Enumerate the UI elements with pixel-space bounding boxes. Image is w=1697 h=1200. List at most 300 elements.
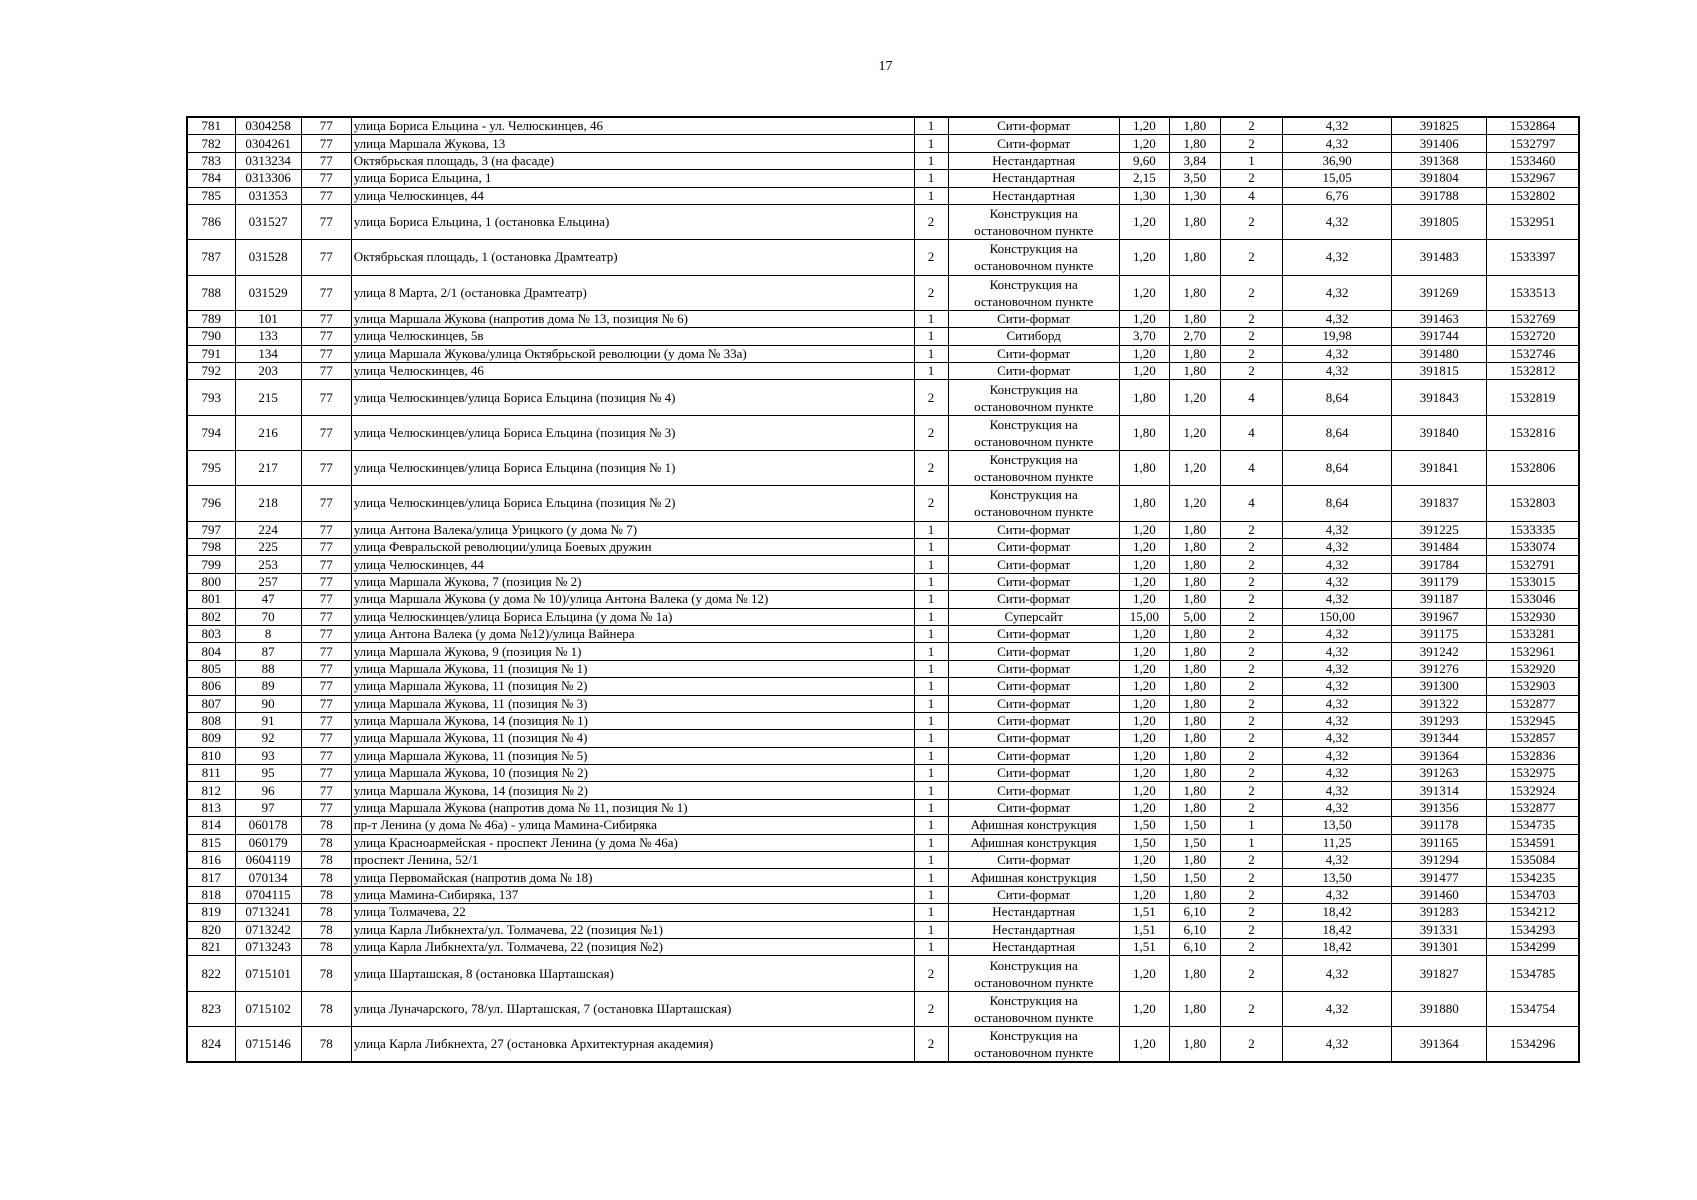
address-cell: улица Февральской революции/улица Боевых дружин	[351, 538, 914, 555]
address-cell: улица Челюскинцев, 46	[351, 363, 914, 380]
faces-count: 4	[1220, 380, 1282, 415]
coord-x-cell: 391840	[1392, 415, 1487, 450]
area-cell: 8,64	[1283, 415, 1392, 450]
structure-id: 133	[235, 328, 301, 345]
area-cell: 4,32	[1283, 573, 1392, 590]
area-cell: 4,32	[1283, 782, 1392, 799]
coord-x-cell: 391843	[1392, 380, 1487, 415]
table-row	[187, 625, 1579, 642]
address-cell: улица Челюскинцев, 44	[351, 556, 914, 573]
structure-id: 253	[235, 556, 301, 573]
structure-id: 101	[235, 310, 301, 327]
address-cell: улица Маршала Жукова, 11 (позиция № 1)	[351, 660, 914, 677]
coord-x-cell: 391178	[1392, 817, 1487, 834]
height-cell: 1,80	[1169, 135, 1220, 152]
zone-code: 78	[301, 852, 351, 869]
address-cell: Октябрьская площадь, 1 (остановка Драмтеатр)	[351, 240, 914, 275]
row-number: 782	[187, 135, 235, 152]
structure-type: Сити-формат	[948, 345, 1119, 362]
width-cell: 1,20	[1119, 660, 1169, 677]
area-cell: 4,32	[1283, 1026, 1392, 1062]
width-cell: 2,15	[1119, 170, 1169, 187]
width-cell: 1,20	[1119, 678, 1169, 695]
coord-y-cell: 1532720	[1487, 328, 1579, 345]
area-cell: 11,25	[1283, 834, 1392, 851]
height-cell: 1,80	[1169, 852, 1220, 869]
height-cell: 1,80	[1169, 240, 1220, 275]
structure-id: 070134	[235, 869, 301, 886]
height-cell: 2,70	[1169, 328, 1220, 345]
sides-count: 1	[914, 135, 948, 152]
coord-x-cell: 391331	[1392, 921, 1487, 938]
coord-y-cell: 1532802	[1487, 187, 1579, 204]
area-cell: 8,64	[1283, 451, 1392, 486]
width-cell: 1,80	[1119, 486, 1169, 521]
structure-type: Сити-формат	[948, 730, 1119, 747]
address-cell: улица Челюскинцев/улица Бориса Ельцина (позиция № 3)	[351, 415, 914, 450]
height-cell: 1,80	[1169, 204, 1220, 239]
address-cell: улица Первомайская (напротив дома № 18)	[351, 869, 914, 886]
table-row	[187, 799, 1579, 816]
structure-type: Конструкция на остановочном пункте	[948, 451, 1119, 486]
width-cell: 1,51	[1119, 921, 1169, 938]
sides-count: 1	[914, 921, 948, 938]
width-cell: 1,50	[1119, 869, 1169, 886]
address-cell: улица Маршала Жукова, 11 (позиция № 3)	[351, 695, 914, 712]
coord-x-cell: 391356	[1392, 799, 1487, 816]
faces-count: 2	[1220, 625, 1282, 642]
table-row	[187, 782, 1579, 799]
sides-count: 1	[914, 625, 948, 642]
sides-count: 1	[914, 328, 948, 345]
structure-id: 0304261	[235, 135, 301, 152]
row-number: 781	[187, 117, 235, 135]
area-cell: 4,32	[1283, 886, 1392, 903]
coord-x-cell: 391322	[1392, 695, 1487, 712]
coord-y-cell: 1532836	[1487, 747, 1579, 764]
sides-count: 1	[914, 310, 948, 327]
faces-count: 4	[1220, 415, 1282, 450]
table-row	[187, 869, 1579, 886]
coord-x-cell: 391837	[1392, 486, 1487, 521]
row-number: 793	[187, 380, 235, 415]
row-number: 817	[187, 869, 235, 886]
width-cell: 1,20	[1119, 991, 1169, 1026]
coord-y-cell: 1532920	[1487, 660, 1579, 677]
row-number: 824	[187, 1026, 235, 1062]
address-cell: улица Антона Валека (у дома №12)/улица Вайнера	[351, 625, 914, 642]
table-row	[187, 886, 1579, 903]
area-cell: 15,05	[1283, 170, 1392, 187]
address-cell: улица Челюскинцев/улица Бориса Ельцина (позиция № 4)	[351, 380, 914, 415]
sides-count: 1	[914, 904, 948, 921]
sides-count: 1	[914, 660, 948, 677]
faces-count: 2	[1220, 573, 1282, 590]
structure-id: 216	[235, 415, 301, 450]
coord-y-cell: 1533460	[1487, 152, 1579, 169]
structure-type: Сити-формат	[948, 886, 1119, 903]
width-cell: 1,30	[1119, 187, 1169, 204]
address-cell: Октябрьская площадь, 3 (на фасаде)	[351, 152, 914, 169]
advertising-structures-table	[186, 116, 1580, 1063]
faces-count: 2	[1220, 328, 1282, 345]
faces-count: 2	[1220, 135, 1282, 152]
table-row	[187, 852, 1579, 869]
structure-id: 134	[235, 345, 301, 362]
coord-x-cell: 391179	[1392, 573, 1487, 590]
zone-code: 77	[301, 608, 351, 625]
area-cell: 19,98	[1283, 328, 1392, 345]
height-cell: 1,80	[1169, 782, 1220, 799]
height-cell: 1,80	[1169, 556, 1220, 573]
width-cell: 1,20	[1119, 695, 1169, 712]
zone-code: 78	[301, 886, 351, 903]
sides-count: 2	[914, 380, 948, 415]
width-cell: 1,20	[1119, 117, 1169, 135]
sides-count: 1	[914, 695, 948, 712]
coord-x-cell: 391825	[1392, 117, 1487, 135]
zone-code: 77	[301, 310, 351, 327]
row-number: 801	[187, 591, 235, 608]
structure-id: 47	[235, 591, 301, 608]
faces-count: 2	[1220, 904, 1282, 921]
height-cell: 1,80	[1169, 591, 1220, 608]
address-cell: улица Маршала Жукова, 11 (позиция № 2)	[351, 678, 914, 695]
sides-count: 1	[914, 869, 948, 886]
sides-count: 1	[914, 712, 948, 729]
height-cell: 3,84	[1169, 152, 1220, 169]
row-number: 821	[187, 938, 235, 955]
zone-code: 77	[301, 117, 351, 135]
structure-id: 060178	[235, 817, 301, 834]
area-cell: 4,32	[1283, 695, 1392, 712]
structure-type: Конструкция на остановочном пункте	[948, 486, 1119, 521]
row-number: 786	[187, 204, 235, 239]
structure-id: 0715101	[235, 956, 301, 991]
structure-type: Сити-формат	[948, 591, 1119, 608]
width-cell: 1,51	[1119, 938, 1169, 955]
table-row	[187, 135, 1579, 152]
zone-code: 78	[301, 817, 351, 834]
faces-count: 2	[1220, 799, 1282, 816]
row-number: 814	[187, 817, 235, 834]
width-cell: 1,20	[1119, 747, 1169, 764]
row-number: 812	[187, 782, 235, 799]
row-number: 810	[187, 747, 235, 764]
width-cell: 1,20	[1119, 730, 1169, 747]
area-cell: 13,50	[1283, 869, 1392, 886]
structure-type: Сити-формат	[948, 556, 1119, 573]
structure-type: Нестандартная	[948, 938, 1119, 955]
area-cell: 4,32	[1283, 310, 1392, 327]
faces-count: 1	[1220, 834, 1282, 851]
structure-type: Сити-формат	[948, 310, 1119, 327]
coord-x-cell: 391364	[1392, 1026, 1487, 1062]
table-row	[187, 187, 1579, 204]
zone-code: 77	[301, 538, 351, 555]
structure-type: Афишная конструкция	[948, 817, 1119, 834]
coord-x-cell: 391301	[1392, 938, 1487, 955]
coord-y-cell: 1532816	[1487, 415, 1579, 450]
width-cell: 1,80	[1119, 380, 1169, 415]
structure-type: Сити-формат	[948, 117, 1119, 135]
faces-count: 1	[1220, 152, 1282, 169]
faces-count: 2	[1220, 695, 1282, 712]
width-cell: 1,20	[1119, 363, 1169, 380]
row-number: 791	[187, 345, 235, 362]
height-cell: 1,80	[1169, 643, 1220, 660]
table-row	[187, 415, 1579, 450]
structure-id: 224	[235, 521, 301, 538]
table-row	[187, 240, 1579, 275]
row-number: 800	[187, 573, 235, 590]
sides-count: 2	[914, 956, 948, 991]
structure-id: 031528	[235, 240, 301, 275]
coord-y-cell: 1532746	[1487, 345, 1579, 362]
address-cell: улица Бориса Ельцина - ул. Челюскинцев, 46	[351, 117, 914, 135]
table-row	[187, 817, 1579, 834]
width-cell: 1,20	[1119, 556, 1169, 573]
coord-x-cell: 391784	[1392, 556, 1487, 573]
height-cell: 6,10	[1169, 938, 1220, 955]
table-row	[187, 310, 1579, 327]
row-number: 804	[187, 643, 235, 660]
width-cell: 1,20	[1119, 591, 1169, 608]
row-number: 805	[187, 660, 235, 677]
table-row	[187, 573, 1579, 590]
height-cell: 1,80	[1169, 310, 1220, 327]
height-cell: 1,50	[1169, 869, 1220, 886]
coord-y-cell: 1532924	[1487, 782, 1579, 799]
faces-count: 4	[1220, 486, 1282, 521]
coord-x-cell: 391263	[1392, 765, 1487, 782]
area-cell: 4,32	[1283, 345, 1392, 362]
zone-code: 77	[301, 152, 351, 169]
width-cell: 1,80	[1119, 451, 1169, 486]
height-cell: 1,80	[1169, 345, 1220, 362]
structure-id: 203	[235, 363, 301, 380]
coord-x-cell: 391841	[1392, 451, 1487, 486]
height-cell: 6,10	[1169, 921, 1220, 938]
faces-count: 2	[1220, 921, 1282, 938]
width-cell: 1,51	[1119, 904, 1169, 921]
structure-id: 0704115	[235, 886, 301, 903]
width-cell: 1,20	[1119, 643, 1169, 660]
structure-type: Сити-формат	[948, 521, 1119, 538]
faces-count: 2	[1220, 608, 1282, 625]
row-number: 792	[187, 363, 235, 380]
table-row	[187, 345, 1579, 362]
structure-id: 89	[235, 678, 301, 695]
height-cell: 1,80	[1169, 799, 1220, 816]
table-row	[187, 117, 1579, 135]
row-number: 799	[187, 556, 235, 573]
structure-type: Сити-формат	[948, 135, 1119, 152]
structure-id: 031353	[235, 187, 301, 204]
table-row	[187, 747, 1579, 764]
area-cell: 18,42	[1283, 938, 1392, 955]
faces-count: 2	[1220, 678, 1282, 695]
row-number: 787	[187, 240, 235, 275]
coord-y-cell: 1534735	[1487, 817, 1579, 834]
row-number: 789	[187, 310, 235, 327]
structure-id: 060179	[235, 834, 301, 851]
row-number: 818	[187, 886, 235, 903]
structure-type: Афишная конструкция	[948, 869, 1119, 886]
width-cell: 1,20	[1119, 1026, 1169, 1062]
coord-x-cell: 391480	[1392, 345, 1487, 362]
row-number: 811	[187, 765, 235, 782]
zone-code: 77	[301, 730, 351, 747]
coord-x-cell: 391483	[1392, 240, 1487, 275]
address-cell: улица Челюскинцев, 44	[351, 187, 914, 204]
address-cell: улица Шарташская, 8 (остановка Шарташская)	[351, 956, 914, 991]
table-row	[187, 712, 1579, 729]
coord-x-cell: 391242	[1392, 643, 1487, 660]
sides-count: 1	[914, 117, 948, 135]
width-cell: 1,20	[1119, 625, 1169, 642]
zone-code: 77	[301, 678, 351, 695]
height-cell: 1,80	[1169, 765, 1220, 782]
table-row	[187, 938, 1579, 955]
area-cell: 4,32	[1283, 799, 1392, 816]
coord-x-cell: 391967	[1392, 608, 1487, 625]
address-cell: проспект Ленина, 52/1	[351, 852, 914, 869]
sides-count: 2	[914, 240, 948, 275]
zone-code: 77	[301, 380, 351, 415]
faces-count: 2	[1220, 363, 1282, 380]
sides-count: 1	[914, 938, 948, 955]
coord-x-cell: 391269	[1392, 275, 1487, 310]
area-cell: 4,32	[1283, 363, 1392, 380]
height-cell: 6,10	[1169, 904, 1220, 921]
height-cell: 1,50	[1169, 834, 1220, 851]
table-row	[187, 991, 1579, 1026]
structure-id: 218	[235, 486, 301, 521]
structure-type: Конструкция на остановочном пункте	[948, 204, 1119, 239]
zone-code: 77	[301, 573, 351, 590]
table-row	[187, 1026, 1579, 1062]
area-cell: 4,32	[1283, 591, 1392, 608]
faces-count: 2	[1220, 886, 1282, 903]
table-row	[187, 904, 1579, 921]
area-cell: 18,42	[1283, 921, 1392, 938]
area-cell: 6,76	[1283, 187, 1392, 204]
coord-x-cell: 391484	[1392, 538, 1487, 555]
width-cell: 1,20	[1119, 852, 1169, 869]
coord-y-cell: 1535084	[1487, 852, 1579, 869]
height-cell: 1,20	[1169, 486, 1220, 521]
height-cell: 1,80	[1169, 712, 1220, 729]
width-cell: 1,80	[1119, 415, 1169, 450]
table-row	[187, 328, 1579, 345]
faces-count: 4	[1220, 187, 1282, 204]
address-cell: улица Маршала Жукова, 10 (позиция № 2)	[351, 765, 914, 782]
area-cell: 4,32	[1283, 135, 1392, 152]
faces-count: 2	[1220, 345, 1282, 362]
address-cell: улица Маршала Жукова, 7 (позиция № 2)	[351, 573, 914, 590]
coord-y-cell: 1532877	[1487, 695, 1579, 712]
structure-id: 87	[235, 643, 301, 660]
structure-id: 215	[235, 380, 301, 415]
table-body	[187, 117, 1579, 1062]
height-cell: 1,80	[1169, 538, 1220, 555]
address-cell: улица Маршала Жукова, 9 (позиция № 1)	[351, 643, 914, 660]
structure-id: 0713241	[235, 904, 301, 921]
coord-y-cell: 1533046	[1487, 591, 1579, 608]
row-number: 809	[187, 730, 235, 747]
sides-count: 1	[914, 556, 948, 573]
structure-type: Сити-формат	[948, 678, 1119, 695]
faces-count: 2	[1220, 852, 1282, 869]
area-cell: 4,32	[1283, 556, 1392, 573]
address-cell: пр-т Ленина (у дома № 46а) - улица Мамина-Сибиряка	[351, 817, 914, 834]
structure-id: 0715146	[235, 1026, 301, 1062]
faces-count: 1	[1220, 817, 1282, 834]
zone-code: 78	[301, 1026, 351, 1062]
structure-type: Сити-формат	[948, 643, 1119, 660]
row-number: 795	[187, 451, 235, 486]
structure-type: Конструкция на остановочном пункте	[948, 240, 1119, 275]
structure-type: Нестандартная	[948, 152, 1119, 169]
zone-code: 78	[301, 834, 351, 851]
sides-count: 1	[914, 538, 948, 555]
zone-code: 77	[301, 765, 351, 782]
coord-y-cell: 1532864	[1487, 117, 1579, 135]
sides-count: 2	[914, 415, 948, 450]
structure-id: 95	[235, 765, 301, 782]
height-cell: 5,00	[1169, 608, 1220, 625]
coord-y-cell: 1533397	[1487, 240, 1579, 275]
coord-y-cell: 1532857	[1487, 730, 1579, 747]
height-cell: 1,20	[1169, 451, 1220, 486]
structure-type: Ситиборд	[948, 328, 1119, 345]
table-row	[187, 486, 1579, 521]
sides-count: 2	[914, 991, 948, 1026]
width-cell: 1,50	[1119, 834, 1169, 851]
width-cell: 1,20	[1119, 782, 1169, 799]
sides-count: 2	[914, 451, 948, 486]
zone-code: 78	[301, 956, 351, 991]
coord-x-cell: 391460	[1392, 886, 1487, 903]
coord-y-cell: 1532975	[1487, 765, 1579, 782]
sides-count: 2	[914, 486, 948, 521]
structure-type: Сити-формат	[948, 573, 1119, 590]
row-number: 794	[187, 415, 235, 450]
height-cell: 1,80	[1169, 573, 1220, 590]
coord-x-cell: 391283	[1392, 904, 1487, 921]
address-cell: улица Маршала Жукова, 11 (позиция № 4)	[351, 730, 914, 747]
sides-count: 1	[914, 573, 948, 590]
address-cell: улица Толмачева, 22	[351, 904, 914, 921]
row-number: 808	[187, 712, 235, 729]
coord-x-cell: 391815	[1392, 363, 1487, 380]
area-cell: 150,00	[1283, 608, 1392, 625]
table-row	[187, 591, 1579, 608]
zone-code: 77	[301, 415, 351, 450]
structure-id: 91	[235, 712, 301, 729]
structure-type: Сити-формат	[948, 799, 1119, 816]
zone-code: 77	[301, 660, 351, 677]
address-cell: улица Карла Либкнехта/ул. Толмачева, 22 (позиция №1)	[351, 921, 914, 938]
height-cell: 1,80	[1169, 886, 1220, 903]
structure-id: 0604119	[235, 852, 301, 869]
sides-count: 2	[914, 275, 948, 310]
coord-y-cell: 1532812	[1487, 363, 1579, 380]
row-number: 806	[187, 678, 235, 695]
area-cell: 4,32	[1283, 204, 1392, 239]
coord-y-cell: 1532951	[1487, 204, 1579, 239]
